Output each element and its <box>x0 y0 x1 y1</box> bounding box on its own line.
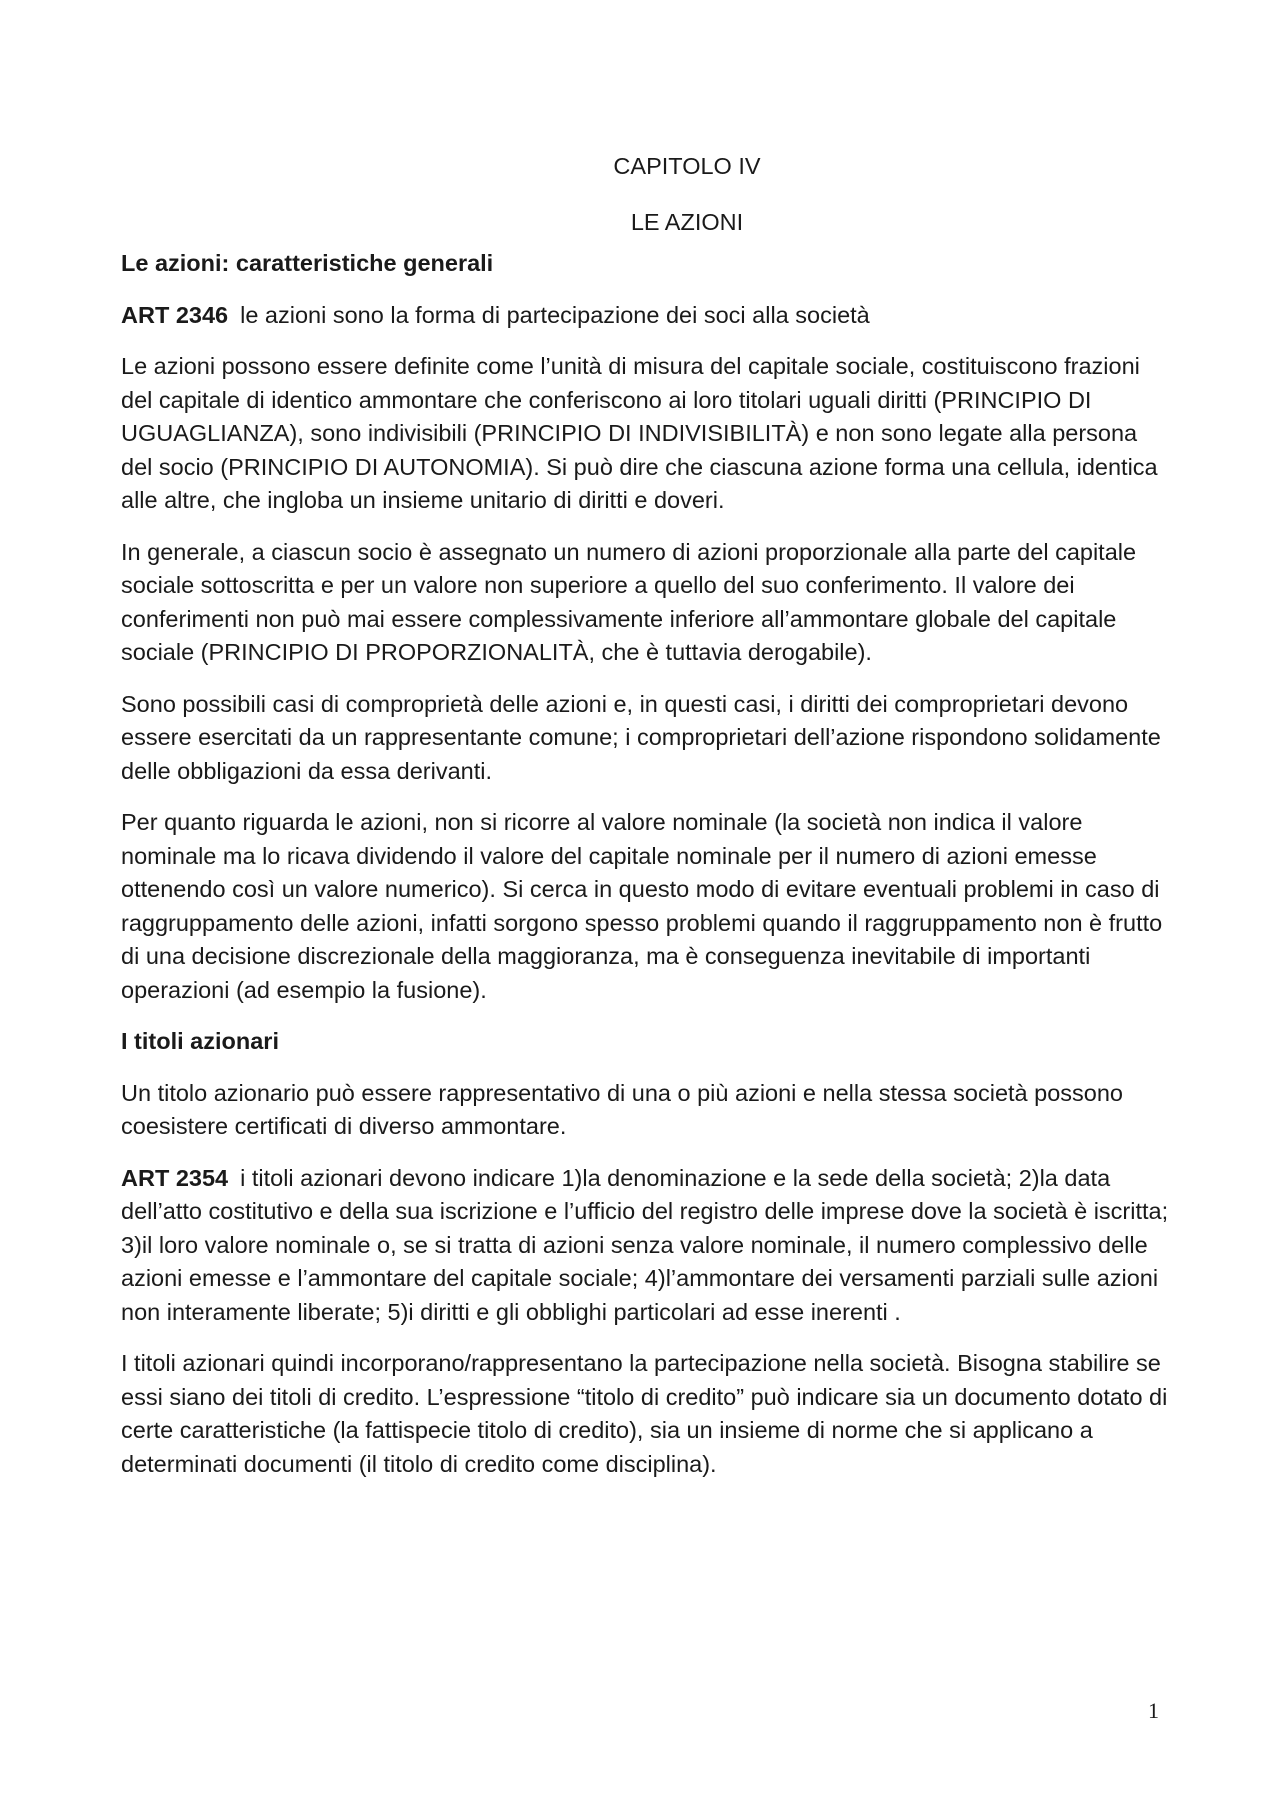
paragraph-credit-titles: I titoli azionari quindi incorporano/rappresentano la partecipazione nella società. Bisogna stabilire se essi siano dei titoli di credito. L’espressione “titolo di credito” può indicare sia un documento dotato di certe caratteristiche (la fattispecie titolo di credito), sia un insieme di norme che si applicano a determinati documenti (il titolo di credito come disciplina). <box>121 1350 1168 1477</box>
chapter-subtitle: LE AZIONI <box>630 208 744 235</box>
chapter-title: CAPITOLO IV <box>613 153 761 179</box>
article-text: i titoli azionari devono indicare 1)la denominazione e la sede della società; 2)la data dell’atto costitutivo e della sua iscrizione e l’ufficio del registro delle imprese dove la società è iscritta; 3)il loro valore nominale o, se si tratta di azioni senza valore nominale, il numero complessivo delle azioni emesse e l’ammontare del capitale sociale; 4)l’ammontare dei versamenti parziali sulle azioni non interamente liberate; 5)i diritti e gli obblighi particolari ad esse inerenti . <box>121 1164 1169 1325</box>
paragraph-share-certificate: Un titolo azionario può essere rappresentativo di una o più azioni e nella stessa società possono coesistere certificati di diverso ammontare. <box>121 1079 1123 1139</box>
section-heading-general: Le azioni: caratteristiche generali <box>121 250 494 276</box>
paragraph-proportionality: In generale, a ciascun socio è assegnato un numero di azioni proporzionale alla parte del capitale sociale sottoscritta e per un valore non superiore a quello del suo conferimento. Il valore dei conferimenti non può mai essere complessivamente inferiore all’ammontare globale del capitale sociale (PRINCIPIO DI PROPORZIONALITÀ, che è tuttavia derogabile). <box>121 538 1137 665</box>
page-content <box>121 150 1171 1499</box>
article-label: ART 2354 <box>121 1164 229 1191</box>
article-2354 <box>121 1162 1171 1330</box>
paragraph-co-ownership: Sono possibili casi di comproprietà delle azioni e, in questi casi, i diritti dei comproprietari devono essere esercitati da un rappresentante comune; i comproprietari dell’azione rispondono solidamente delle obbligazioni da essa derivanti. <box>121 690 1161 784</box>
article-label: ART 2346 <box>121 301 229 328</box>
paragraph-definition: Le azioni possono essere definite come l’unità di misura del capitale sociale, costituiscono frazioni del capitale di identico ammontare che conferiscono ai loro titolari uguali diritti (PRINCIPIO DI UGUAGLIANZA), sono indivisibili (PRINCIPIO DI INDIVISIBILITÀ) e non sono legate alla persona del socio (PRINCIPIO DI AUTONOMIA). Si può dire che ciascuna azione forma una cellula, identica alle altre, che ingloba un insieme unitario di diritti e doveri. <box>121 353 1158 513</box>
article-text: le azioni sono la forma di partecipazione dei soci alla società <box>240 301 870 328</box>
page-number: 1 <box>1148 1698 1159 1723</box>
section-heading-titles: I titoli azionari <box>121 1028 279 1054</box>
paragraph-nominal-value: Per quanto riguarda le azioni, non si ricorre al valore nominale (la società non indica il valore nominale ma lo ricava dividendo il valore del capitale nominale per il numero di azioni emesse ottenendo così un valore numerico). Si cerca in questo modo di evitare eventuali problemi in caso di raggruppamento delle azioni, infatti sorgono spesso problemi quando il raggruppamento non è frutto di una decisione discrezionale della maggioranza, ma è conseguenza inevitabile di importanti operazioni (ad esempio la fusione). <box>121 809 1163 1003</box>
article-2346 <box>121 299 1171 333</box>
